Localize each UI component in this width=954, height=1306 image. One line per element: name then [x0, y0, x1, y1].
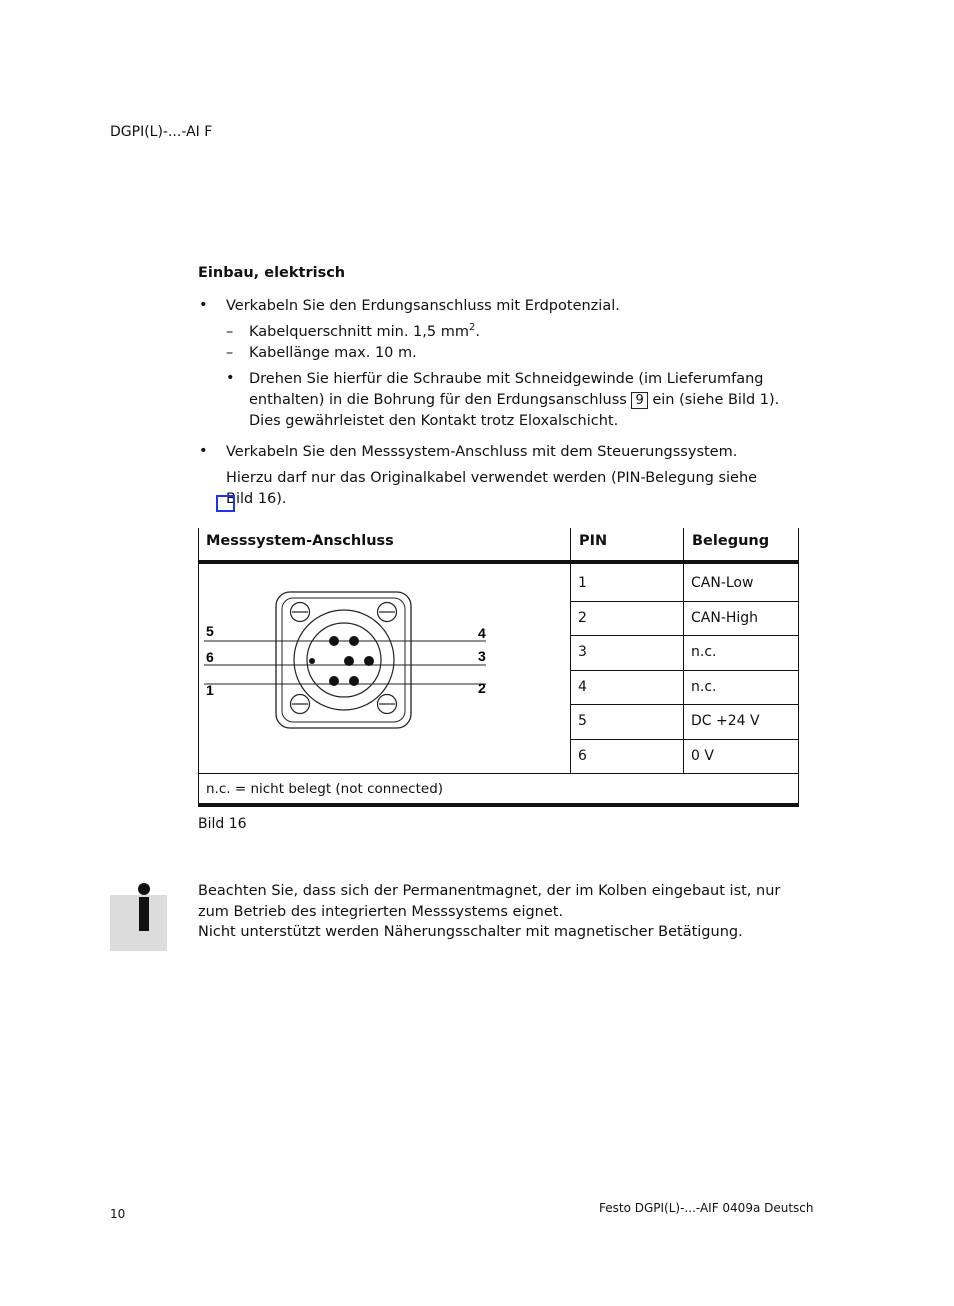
- pin-cell: 5: [578, 713, 587, 729]
- assignment-cell: n.c.: [691, 644, 717, 660]
- measuring-system-note-line2: Bild 16).: [226, 491, 287, 507]
- bullet-item-measuring-system: Verkabeln Sie den Messsystem-Anschluss mit dem Steuerungssystem.: [226, 444, 738, 460]
- column-header-connector: Messsystem-Anschluss: [206, 533, 394, 549]
- table-footnote: n.c. = nicht belegt (not connected): [206, 781, 444, 797]
- header-title: DGPI(L)-...-AI F: [110, 124, 213, 140]
- reference-number-box: 9: [631, 392, 647, 409]
- pin-assignment-table: [198, 528, 799, 808]
- screw-instruction-line2-ref: ein (siehe Bild 1).: [652, 392, 780, 408]
- assignment-cell: DC +24 V: [691, 713, 760, 729]
- diagram-label-4: 4: [478, 625, 486, 641]
- pin-cell: 3: [578, 644, 587, 660]
- pin-cell: 6: [578, 748, 587, 764]
- info-note-line1: Beachten Sie, dass sich der Permanentmagnet, der im Kolben eingebaut ist, nur: [198, 883, 781, 899]
- selection-highlight: [216, 495, 235, 512]
- diagram-label-6: 6: [206, 649, 214, 665]
- cable-cross-section-period: .: [475, 324, 480, 340]
- info-note-line3: Nicht unterstützt werden Näherungsschalter mit magnetischer Betätigung.: [198, 924, 743, 940]
- footer-document-id: Festo DGPI(L)-...-AIF 0409a Deutsch: [599, 1201, 814, 1215]
- info-icon-dot: [138, 883, 150, 895]
- diagram-label-5: 5: [206, 623, 214, 639]
- screw-instruction-line3: Dies gewährleistet den Kontakt trotz Eloxalschicht.: [249, 413, 619, 429]
- info-icon-stem: [139, 897, 149, 931]
- superscript-2: 2: [468, 322, 476, 334]
- measuring-system-note: [226, 468, 757, 510]
- bullet-marker: •: [199, 443, 208, 459]
- section-heading: Einbau, elektrisch: [198, 265, 346, 281]
- pin-cell: 2: [578, 610, 587, 626]
- column-header-assignment: Belegung: [692, 533, 770, 549]
- dash-item-cable-cross-section: [249, 322, 480, 343]
- page-number: 10: [110, 1207, 126, 1221]
- dash-marker: –: [226, 345, 234, 361]
- pin-cell: 4: [578, 679, 587, 695]
- assignment-cell: 0 V: [691, 748, 714, 764]
- column-header-pin: PIN: [579, 533, 608, 549]
- diagram-label-2: 2: [478, 680, 486, 696]
- diagram-label-1: 1: [206, 682, 214, 698]
- info-note-line2: zum Betrieb des integrierten Messsystems eignet.: [198, 903, 564, 920]
- bullet-marker: •: [226, 370, 235, 386]
- connector-diagram: [198, 564, 570, 773]
- pin-cell: 1: [578, 575, 587, 591]
- dash-item-cable-length: Kabellänge max. 10 m.: [249, 345, 417, 361]
- cable-cross-section-text: Kabelquerschnitt min. 1,5 mm: [249, 324, 469, 340]
- assignment-cell: CAN-Low: [691, 575, 754, 591]
- diagram-label-3: 3: [478, 648, 486, 664]
- figure-caption: Bild 16: [198, 816, 247, 832]
- screw-instruction-line2: [249, 390, 779, 411]
- sub-bullet-screw-instruction: [249, 369, 779, 432]
- bullet-marker: •: [199, 297, 208, 313]
- bullet-item-grounding: Verkabeln Sie den Erdungsanschluss mit Erdpotenzial.: [226, 298, 620, 314]
- screw-instruction-line1: Drehen Sie hierfür die Schraube mit Schneidgewinde (im Lieferumfang: [249, 371, 764, 387]
- measuring-system-note-line1: Hierzu darf nur das Originalkabel verwendet werden (PIN-Belegung siehe: [226, 470, 758, 486]
- assignment-cell: CAN-High: [691, 610, 759, 626]
- assignment-cell: n.c.: [691, 679, 717, 695]
- dash-marker: –: [226, 324, 234, 340]
- info-note: [198, 881, 780, 943]
- screw-instruction-line2-text: enthalten) in die Bohrung für den Erdungsanschluss: [249, 392, 627, 408]
